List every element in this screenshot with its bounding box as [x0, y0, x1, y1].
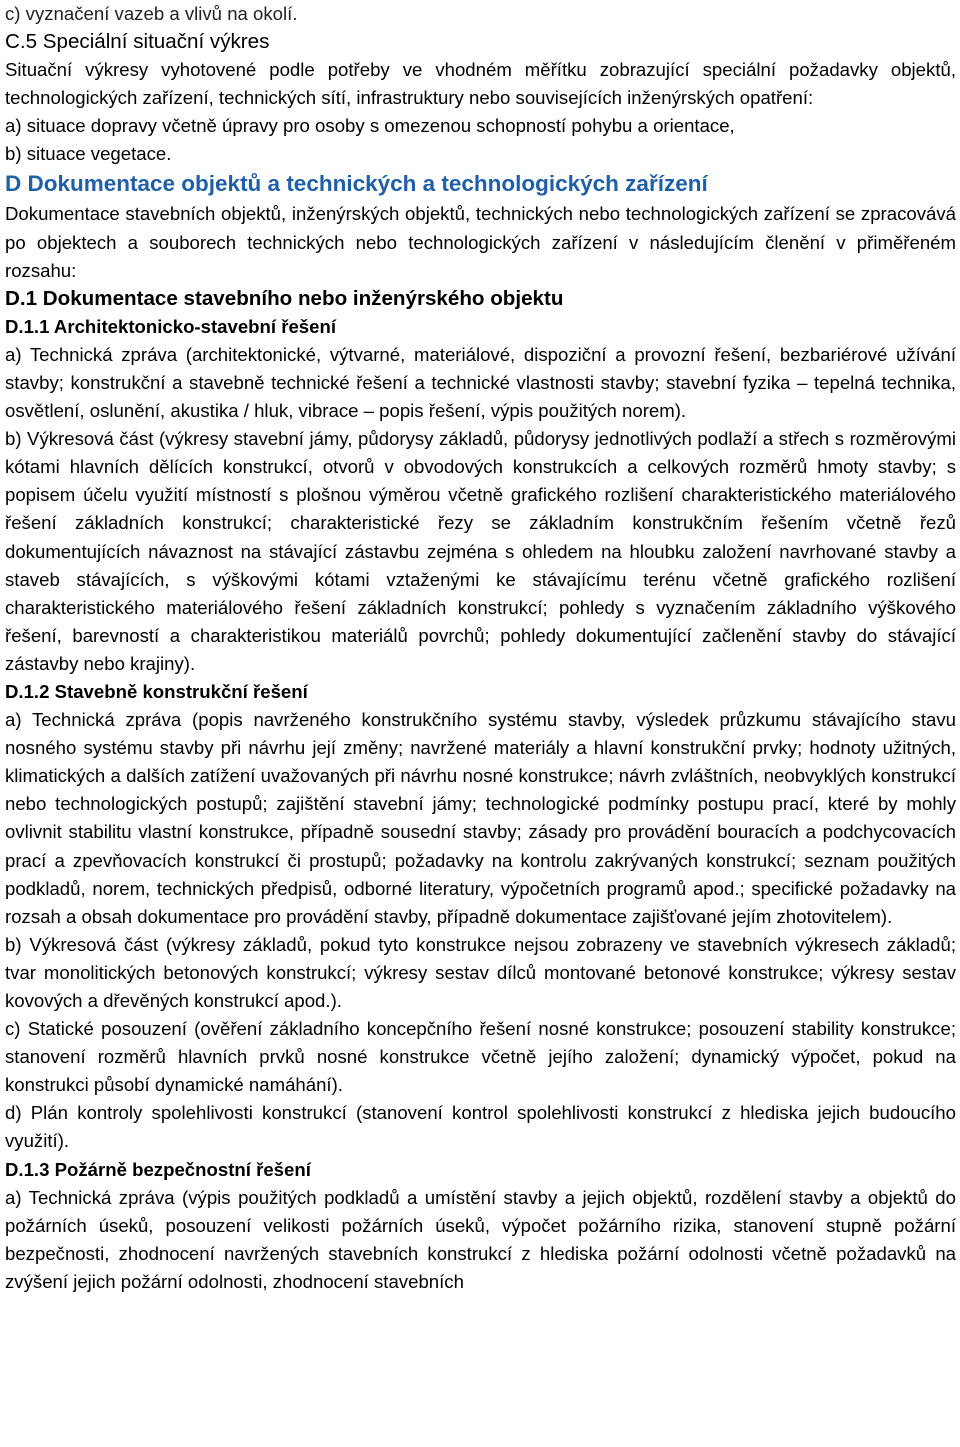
- d-heading: D Dokumentace objektů a technických a technologických zařízení: [5, 171, 708, 197]
- d11-item-b: b) Výkresová část (výkresy stavební jámy, půdorysy základů, půdorysy jednotlivých podlaží a střech s rozměrovými kótami hlavních dělících konstrukcí, otvorů v obvodových konstrukcích a celkových rozměrů hmoty stavby; s popisem účelu využití místností s plošnou výměrou včetně grafického rozlišení charakteristického materiálového řešení základních konstrukcí; charakteristické řezy se základním konstrukčním řešením včetně řezů dokumentujících návaznost na stávající zástavbu zejména s ohledem na hloubku založení navrhované stavby a staveb stávajících, s výškovými kótami vztaženými ke stávajícímu terénu včetně grafického rozlišení charakteristického materiálového řešení základních konstrukcí; pohledy s vyznačením základního výškového řešení, barevností a charakteristikou materiálů povrchů; pohledy dokumentující začlenění stavby do stávající zástavby nebo krajiny).: [5, 428, 956, 674]
- d13-item-a: a) Technická zpráva (výpis použitých podkladů a umístění stavby a jejich objektů, rozdělení stavby a objektů do požárních úseků, posouzení velikosti požárních úseků, výpočet požárního rizika, stanovení stupně požární bezpečnosti, zhodnocení navržených stavebních konstrukcí z hlediska požární odolnosti včetně požadavků na zvýšení jejich požární odolnosti, zhodnocení stavebních: [5, 1186, 956, 1292]
- d11-heading: D.1.1 Architektonicko-stavební řešení: [5, 315, 337, 337]
- document-page: [5, 0, 956, 1296]
- d12-item-b: b) Výkresová část (výkresy základů, pokud tyto konstrukce nejsou zobrazeny ve stavebních výkresech základů; tvar monolitických betonových konstrukcí; výkresy sestav dílců montované betonové konstrukce; výkresy sestav kovových a dřevěných konstrukcí apod.).: [5, 933, 956, 1011]
- c5-item-b: b) situace vegetace.: [5, 143, 172, 165]
- d12-item-c: c) Statické posouzení (ověření základního koncepčního řešení nosné konstrukce; posouzení stability konstrukce; stanovení rozměrů hlavních prvků nosné konstrukce včetně jejího založení; dynamický výpočet, pokud na konstrukci působí dynamické namáhání).: [5, 1018, 956, 1096]
- c5-heading: C.5 Speciální situační výkres: [5, 30, 270, 54]
- c5-item-a: a) situace dopravy včetně úpravy pro osoby s omezenou schopností pohybu a orientace,: [5, 115, 735, 137]
- c-item-c: c) vyznačení vazeb a vlivů na okolí.: [5, 3, 298, 24]
- d1-heading: D.1 Dokumentace stavebního nebo inženýrského objektu: [5, 286, 564, 310]
- d12-item-d: d) Plán kontroly spolehlivosti konstrukcí (stanovení kontrol spolehlivosti konstrukcí z hlediska jejich budoucího využití).: [5, 1102, 956, 1152]
- d11-item-a: a) Technická zpráva (architektonické, výtvarné, materiálové, dispoziční a provozní řešení, bezbariérové užívání stavby; konstrukční a stavebně technické řešení a technické vlastnosti stavby; stavební fyzika – tepelná technika, osvětlení, oslunění, akustika / hluk, vibrace – popis řešení, výpis použitých norem).: [5, 343, 956, 422]
- d12-heading: D.1.2 Stavebně konstrukční řešení: [5, 680, 308, 702]
- c5-intro: Situační výkresy vyhotovené podle potřeby ve vhodném měřítku zobrazující speciální požadavky objektů, technologických zařízení, technických sítí, infrastruktury nebo souvisejících inženýrských opatření:: [5, 59, 956, 109]
- d13-heading: D.1.3 Požárně bezpečnostní řešení: [5, 1158, 311, 1180]
- d-intro: Dokumentace stavebních objektů, inženýrských objektů, technických nebo technologických zařízení se zpracovává po objektech a souborech technických nebo technologických zařízení v následujícím členění v přiměřeném rozsahu:: [5, 203, 956, 281]
- d12-item-a: a) Technická zpráva (popis navrženého konstrukčního systému stavby, výsledek průzkumu stávajícího stavu nosného systému stavby při návrhu její změny; navržené materiály a hlavní konstrukční prvky; hodnoty užitných, klimatických a dalších zatížení uvažovaných při návrhu nosné konstrukce; návrh zvláštních, neobvyklých konstrukcí nebo technologických postupů; zajištění stavební jámy; technologické podmínky postupu prací, které by mohly ovlivnit stabilitu vlastní konstrukce, případně sousední stavby; zásady pro provádění bouracích a podchycovacích prací a zpevňovacích konstrukcí či prostupů; požadavky na kontrolu zakrývaných konstrukcí; seznam použitých podkladů, norem, technických předpisů, odborné literatury, výpočetních programů apod.; specifické požadavky na rozsah a obsah dokumentace pro provádění stavby, případně dokumentace zajišťované jejím zhotovitelem).: [5, 709, 956, 927]
